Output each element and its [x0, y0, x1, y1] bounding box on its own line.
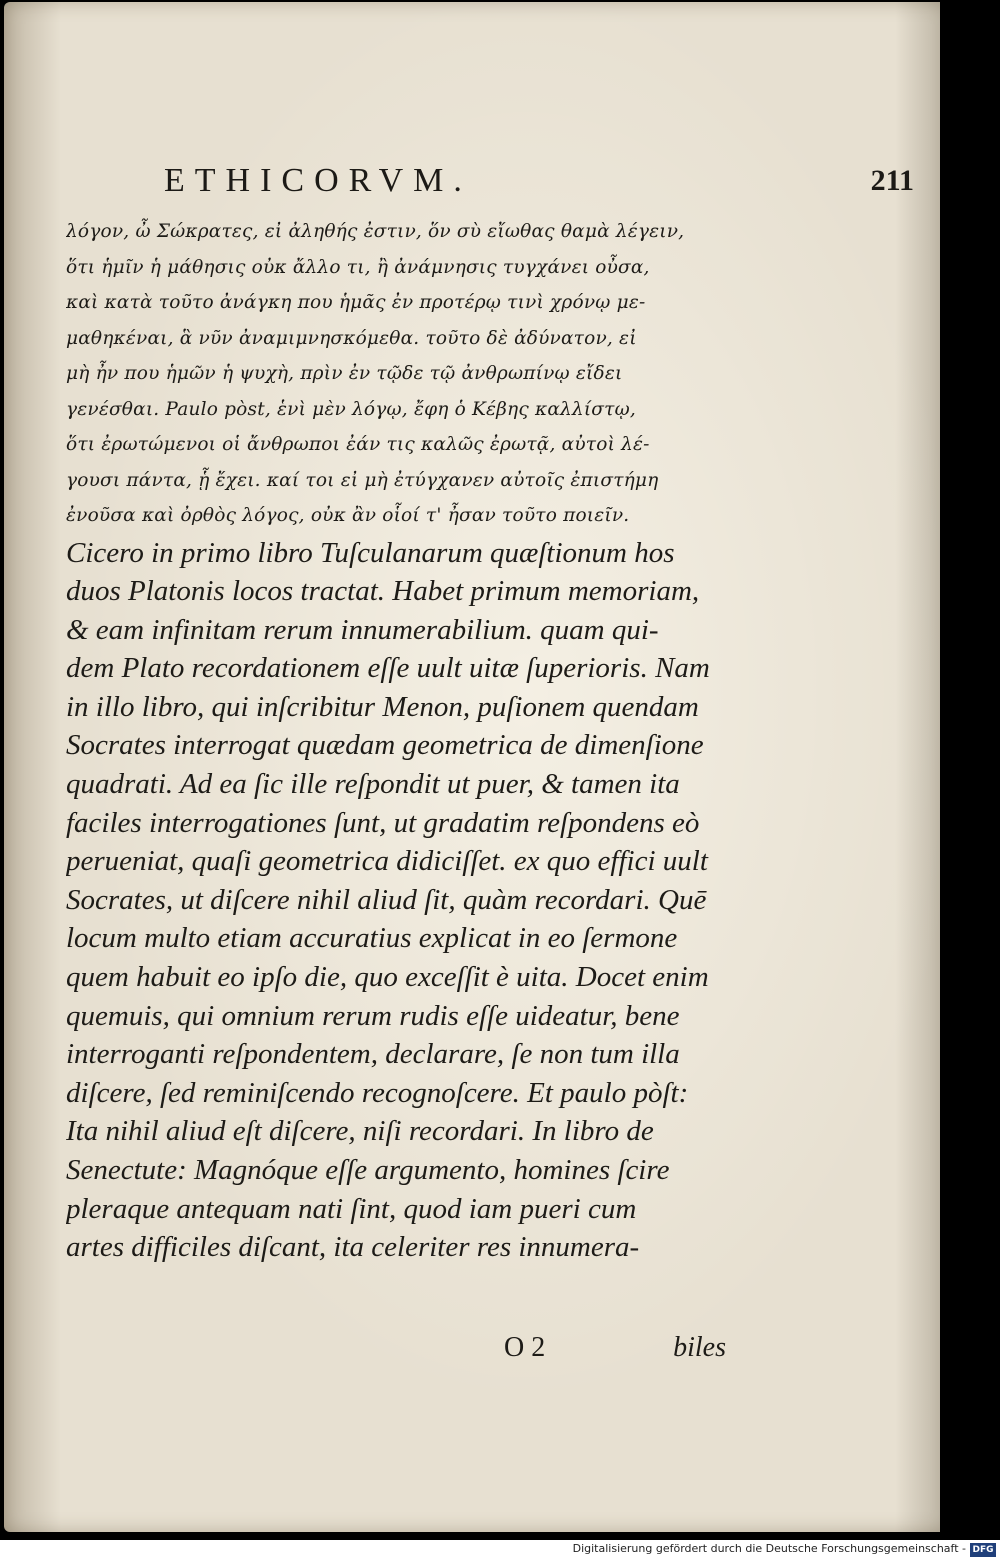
greek-line: λόγον, ὦ Σώκρατες, εἰ ἀληθής ἐστιν, ὅν σὺ εἴωθας θαμὰ λέγειν, — [66, 221, 685, 242]
text-block — [66, 214, 716, 1267]
latin-line: interroganti reſpondentem, declarare, ſe non tum illa — [66, 1038, 680, 1071]
latin-line: Socrates interrogat quædam geometrica de dimenſione — [66, 729, 704, 762]
latin-line: diſcere, ſed reminiſcendo recognoſcere. Et paulo pòſt: — [66, 1076, 689, 1109]
greek-line: γουσι πάντα, ᾗ ἔχει. καί τοι εἰ μὴ ἐτύγχανεν αὐτοῖς ἐπιστήμη — [66, 469, 659, 491]
latin-line: perueniat, quaſi geometrica didiciſſet. ex quo effici uult — [66, 845, 708, 878]
latin-line: locum multo etiam accuratius explicat in eo ſermone — [66, 922, 678, 955]
latin-line: dem Plato recordationem eſſe uult uitæ ſuperioris. Nam — [66, 652, 710, 685]
running-title: ETHICORVM. — [164, 162, 472, 199]
book-page — [4, 2, 952, 1532]
latin-line: Socrates, ut diſcere nihil aliud ſit, quàm recordari. Quē — [66, 883, 707, 916]
dfg-logo-icon: DFG — [970, 1543, 996, 1557]
greek-line: μαθηκέναι, ἃ νῦν ἀναμιμνησκόμεθα. τοῦτο δὲ ἀδύνατον, εἰ — [66, 327, 637, 349]
funding-credit: Digitalisierung gefördert durch die Deutsche Forschungsgemeinschaft - — [572, 1542, 966, 1555]
latin-commentary — [66, 534, 716, 1267]
latin-line: quem habuit eo ipſo die, quo exceſſit è uita. Docet enim — [66, 961, 709, 994]
greek-line: ἐνοῦσα καὶ ὀρθὸς λόγος, οὐκ ἂν οἷοί τ' ἦσαν τοῦτο ποιεῖν. — [66, 505, 630, 526]
scan-background — [940, 0, 1000, 1545]
running-head — [154, 162, 914, 202]
latin-line: & eam infinitam rerum innumerabilium. quam qui- — [66, 613, 659, 646]
latin-line: artes difficiles diſcant, ita celeriter res innumera- — [66, 1231, 640, 1264]
latin-line: in illo libro, qui inſcribitur Menon, puſionem quendam — [66, 690, 699, 723]
latin-line: duos Platonis locos tractat. Habet primum memoriam, — [66, 575, 700, 608]
latin-line: faciles interrogationes ſunt, ut gradatim reſpondens eò — [66, 806, 700, 839]
greek-line: ὅτι ἡμῖν ἡ μάθησις οὐκ ἄλλο τι, ἢ ἀνάμνησις τυγχάνει οὖσα, — [66, 256, 650, 278]
latin-line: Senectute: Magnóque eſſe argumento, homines ſcire — [66, 1154, 670, 1186]
greek-line: μὴ ἦν που ἡμῶν ἡ ψυχὴ, πρὶν ἐν τῷδε τῷ ἀνθρωπίνῳ εἴδει — [66, 363, 623, 384]
catchline — [504, 1332, 734, 1372]
signature-mark: O 2 — [504, 1332, 546, 1363]
greek-line: ὅτι ἐρωτώμενοι οἱ ἄνθρωποι ἐάν τις καλῶς ἐρωτᾷ, αὐτοὶ λέ- — [66, 434, 650, 455]
greek-line: καὶ κατὰ τοῦτο ἀνάγκη που ἡμᾶς ἐν προτέρῳ τινὶ χρόνῳ με- — [66, 292, 646, 313]
greek-quotation — [66, 214, 716, 534]
digitization-footer — [0, 1540, 1000, 1560]
latin-line: Cicero in primo libro Tuſculanarum quæſtionum hos — [66, 536, 675, 569]
latin-line: Ita nihil aliud eſt diſcere, niſi recordari. In libro de — [66, 1115, 654, 1148]
latin-line: pleraque antequam nati ſint, quod iam pueri cum — [66, 1192, 637, 1225]
latin-line: quemuis, qui omnium rerum rudis eſſe uideatur, bene — [66, 999, 680, 1032]
greek-line: γενέσθαι. Paulo pòst, ἑνὶ μὲν λόγῳ, ἔφη ὁ Κέβης καλλίστῳ, — [66, 398, 636, 420]
latin-line: quadrati. Ad ea ſic ille reſpondit ut puer, & tamen ita — [66, 768, 680, 801]
catchword: biles — [673, 1332, 726, 1363]
page-number: 211 — [870, 164, 914, 197]
